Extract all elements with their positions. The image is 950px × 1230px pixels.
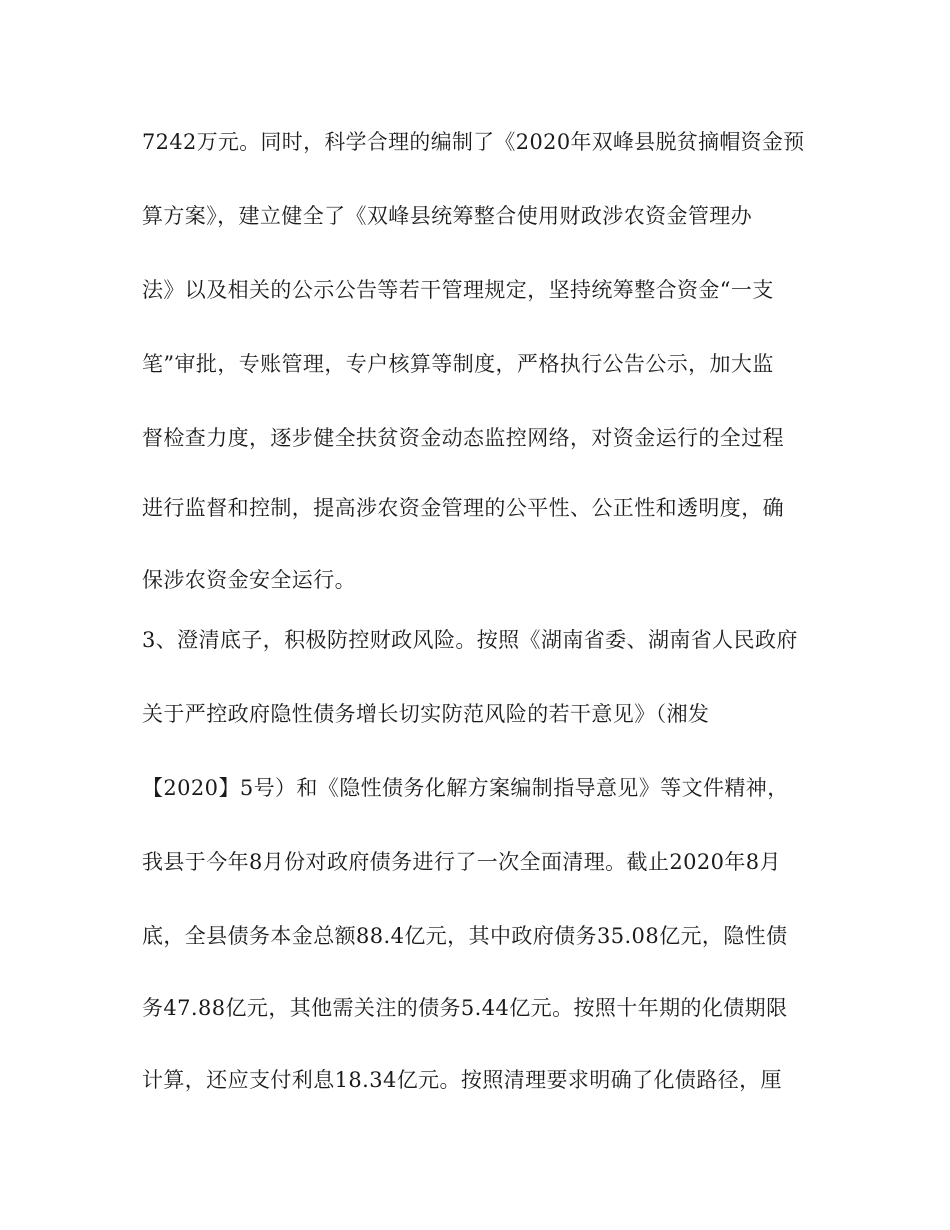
- text-line: 关于严控政府隐性债务增长切实防范风险的若干意见》（湘发: [142, 702, 710, 726]
- text-line: 算方案》，建立健全了《双峰县统筹整合使用财政涉农资金管理办: [142, 204, 753, 228]
- text-line: 3、澄清底子，积极防控财政风险。按照《湖南省委、湖南省人民政府: [142, 628, 798, 652]
- text-line: 笔”审批，专账管理，专户核算等制度，严格执行公告公示，加大监: [142, 352, 774, 376]
- text-line: 我县于今年8月份对政府债务进行了一次全面清理。截止2020年8月: [142, 850, 781, 874]
- text-line: 督检查力度，逐步健全扶贫资金动态监控网络，对资金运行的全过程: [142, 426, 784, 450]
- text-line: 法》以及相关的公示公告等若干管理规定，坚持统筹整合资金“一支: [142, 278, 774, 302]
- text-line: 【2020】5号）和《隐性债务化解方案编制指导意见》等文件精神，: [142, 776, 789, 800]
- text-line: 务47.88亿元，其他需关注的债务5.44亿元。按照十年期的化债期限: [142, 996, 788, 1020]
- text-line: 底，全县债务本金总额88.4亿元，其中政府债务35.08亿元，隐性债: [142, 924, 788, 948]
- text-line: 保涉农资金安全运行。: [142, 568, 356, 592]
- text-line: 进行监督和控制，提高涉农资金管理的公平性、公正性和透明度，确: [142, 496, 784, 520]
- text-line: 7242万元。同时，科学合理的编制了《2020年双峰县脱贫摘帽资金预: [142, 130, 805, 154]
- text-line: 计算，还应支付利息18.34亿元。按照清理要求明确了化债路径，厘: [142, 1068, 782, 1092]
